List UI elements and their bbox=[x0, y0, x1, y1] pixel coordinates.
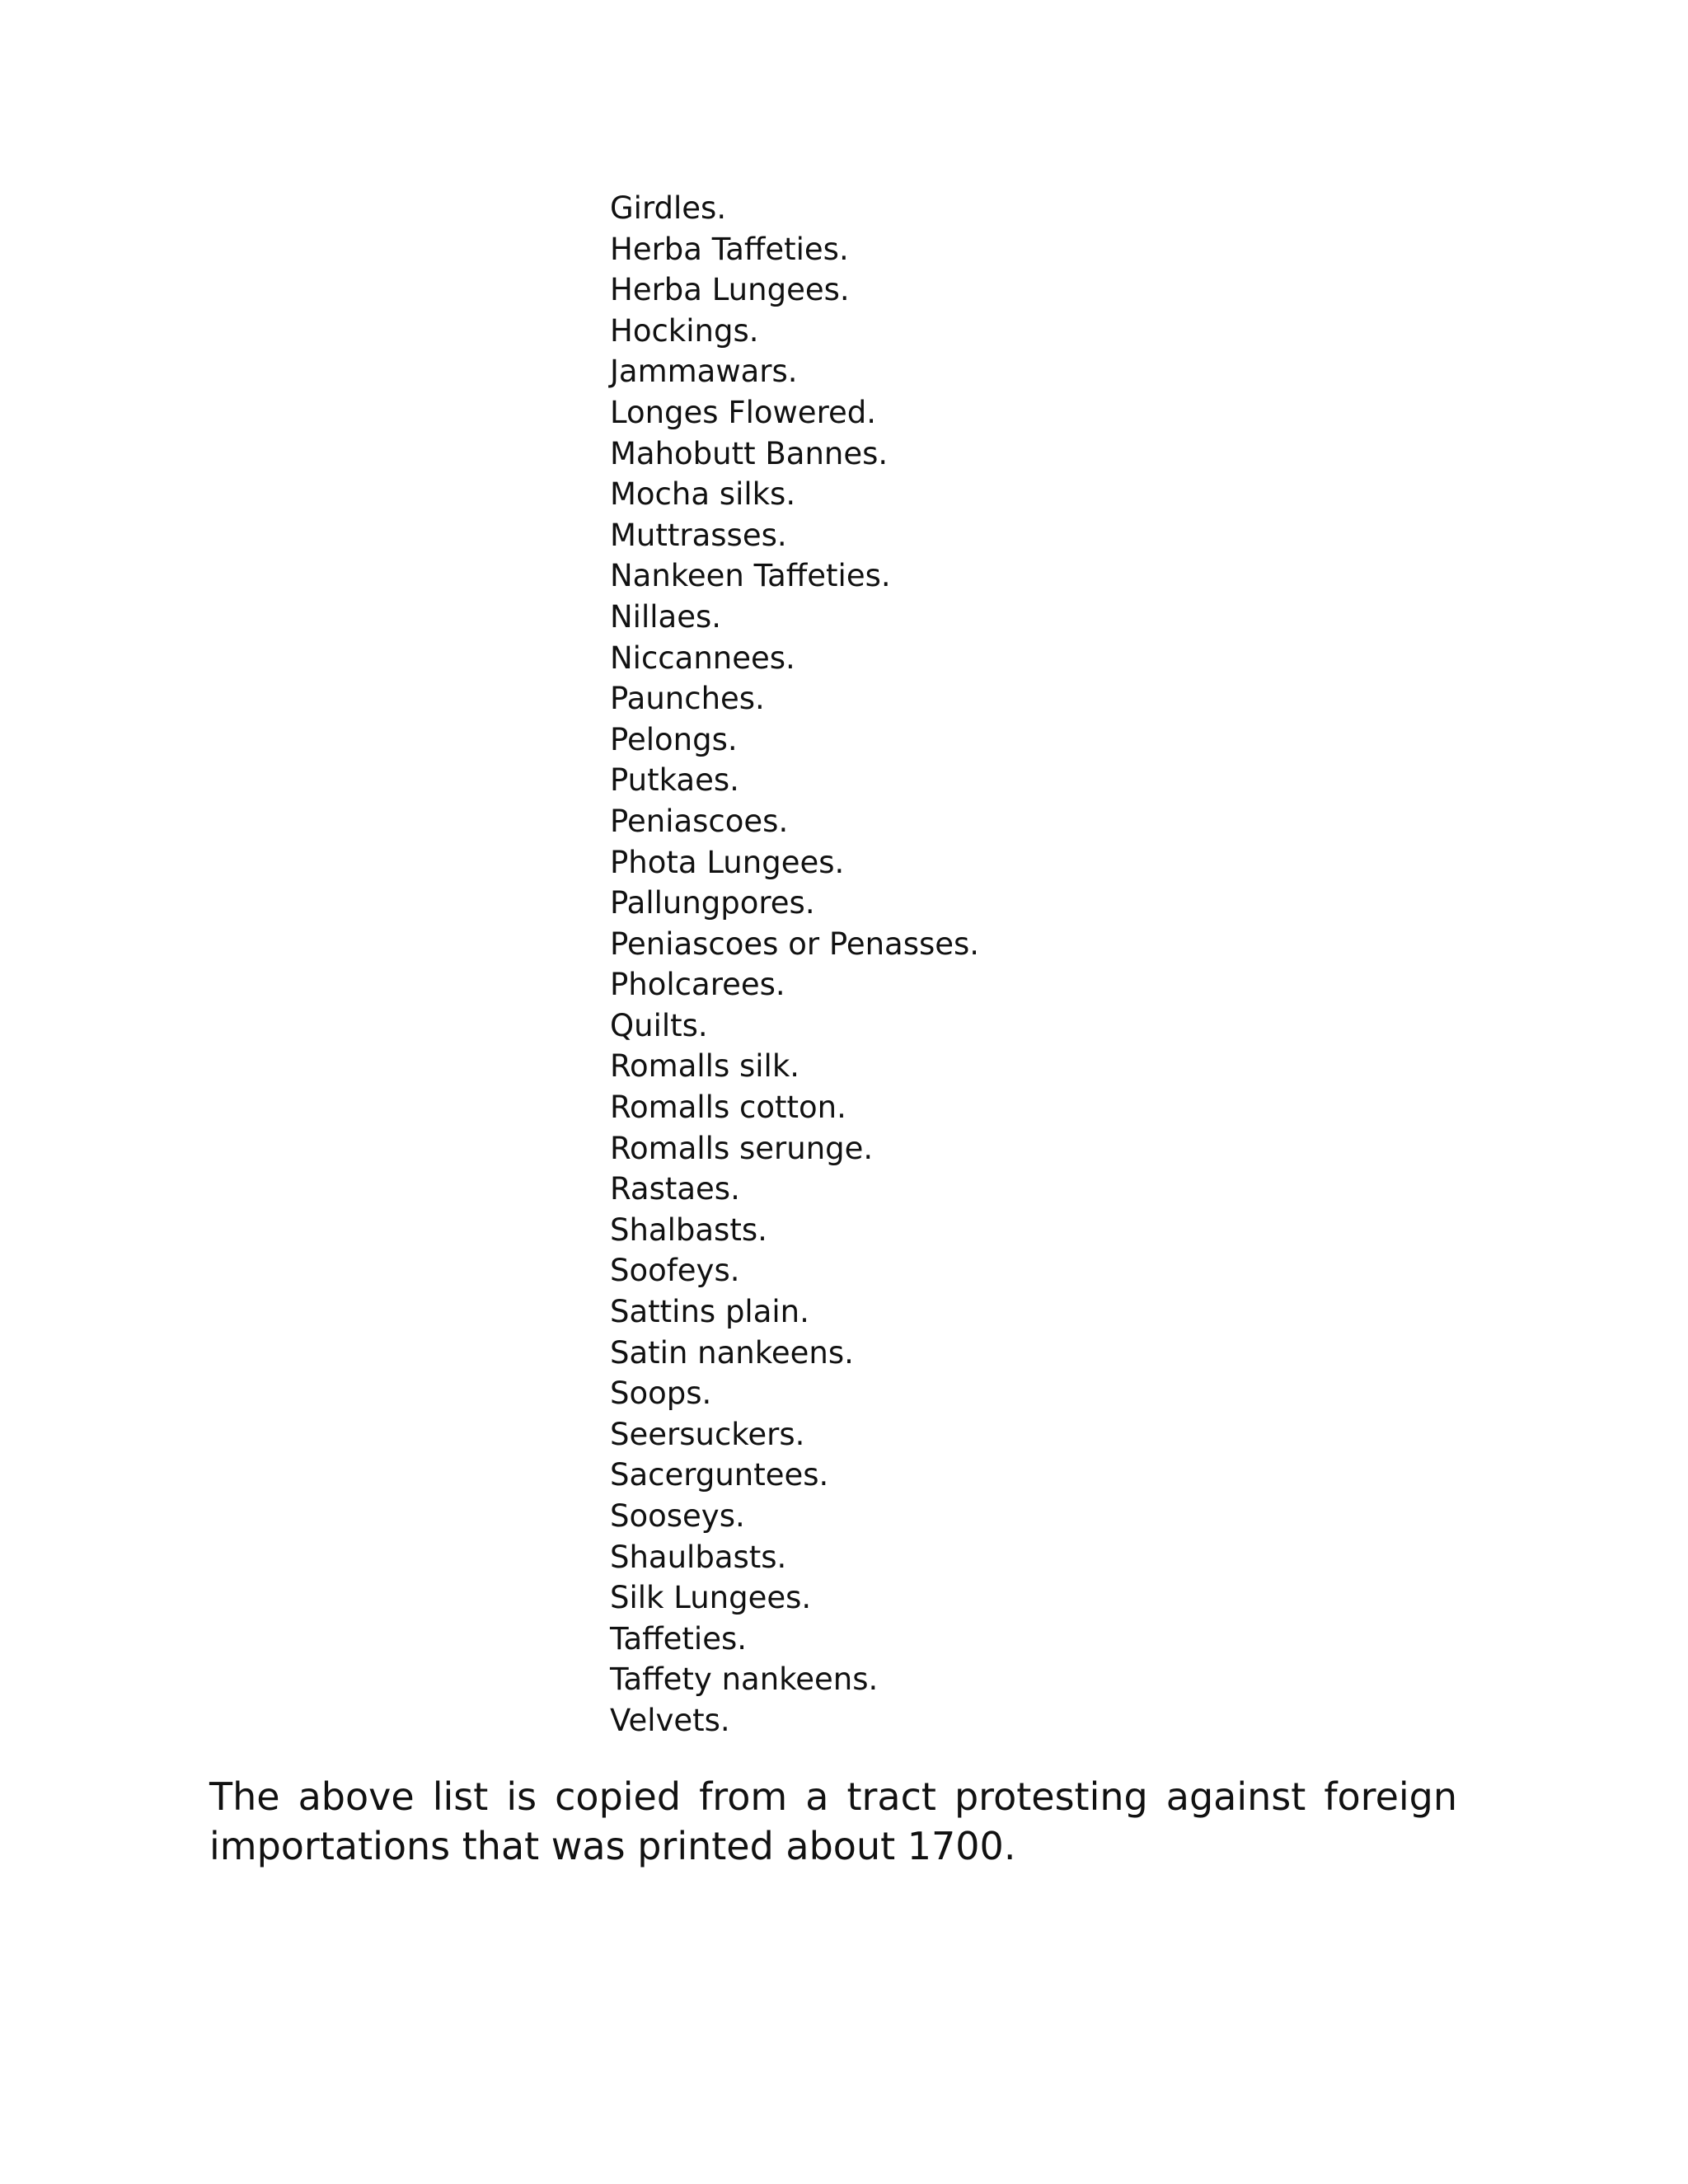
list-item: Taffety nankeens. bbox=[610, 1661, 879, 1698]
list-item: Romalls serunge. bbox=[610, 1130, 874, 1166]
list-item: Girdles. bbox=[610, 190, 727, 226]
list-item: Hockings. bbox=[610, 312, 759, 349]
list-item: Taffeties. bbox=[610, 1620, 747, 1657]
list-item: Shaulbasts. bbox=[610, 1539, 787, 1575]
list-item: Pelongs. bbox=[610, 721, 738, 757]
list-item: Pholcarees. bbox=[610, 967, 785, 1003]
list-item: Pallungpores. bbox=[610, 885, 815, 921]
closing-note: The above list is copied from a tract protesting against foreign importations that was printed about 1700. bbox=[209, 1774, 1457, 1868]
list-item: Putkaes. bbox=[610, 762, 739, 799]
list-item: Shalbasts. bbox=[610, 1212, 767, 1248]
list-item: Longes Flowered. bbox=[610, 394, 876, 430]
list-item: Silk Lungees. bbox=[610, 1580, 812, 1616]
list-item: Sooseys. bbox=[610, 1498, 745, 1534]
list-item: Romalls cotton. bbox=[610, 1090, 846, 1126]
list-item: Velvets. bbox=[610, 1702, 730, 1738]
list-item: Niccannees. bbox=[610, 640, 795, 676]
list-item: Rastaes. bbox=[610, 1171, 740, 1207]
list-item: Peniascoes or Penasses. bbox=[610, 926, 980, 962]
list-item: Mahobutt Bannes. bbox=[610, 435, 889, 471]
list-item: Sattins plain. bbox=[610, 1294, 809, 1330]
list-item: Romalls silk. bbox=[610, 1048, 800, 1085]
list-item: Seersuckers. bbox=[610, 1416, 805, 1452]
list-item: Soops. bbox=[610, 1376, 712, 1412]
list-item: Peniascoes. bbox=[610, 803, 789, 839]
list-item: Mocha silks. bbox=[610, 476, 796, 513]
list-item: Satin nankeens. bbox=[610, 1334, 854, 1371]
list-item: Nillaes. bbox=[610, 598, 721, 635]
list-item: Quilts. bbox=[610, 1007, 708, 1043]
list-item: Jammawars. bbox=[610, 354, 798, 390]
list-item: Paunches. bbox=[610, 681, 765, 717]
list-item: Soofeys. bbox=[610, 1253, 740, 1289]
item-list bbox=[610, 188, 979, 1741]
list-item: Herba Lungees. bbox=[610, 272, 850, 308]
list-item: Herba Taffeties. bbox=[610, 231, 849, 267]
list-item: Phota Lungees. bbox=[610, 844, 845, 880]
list-item: Sacerguntees. bbox=[610, 1457, 829, 1493]
list-item: Muttrasses. bbox=[610, 517, 787, 553]
list-item: Nankeen Taffeties. bbox=[610, 558, 891, 594]
